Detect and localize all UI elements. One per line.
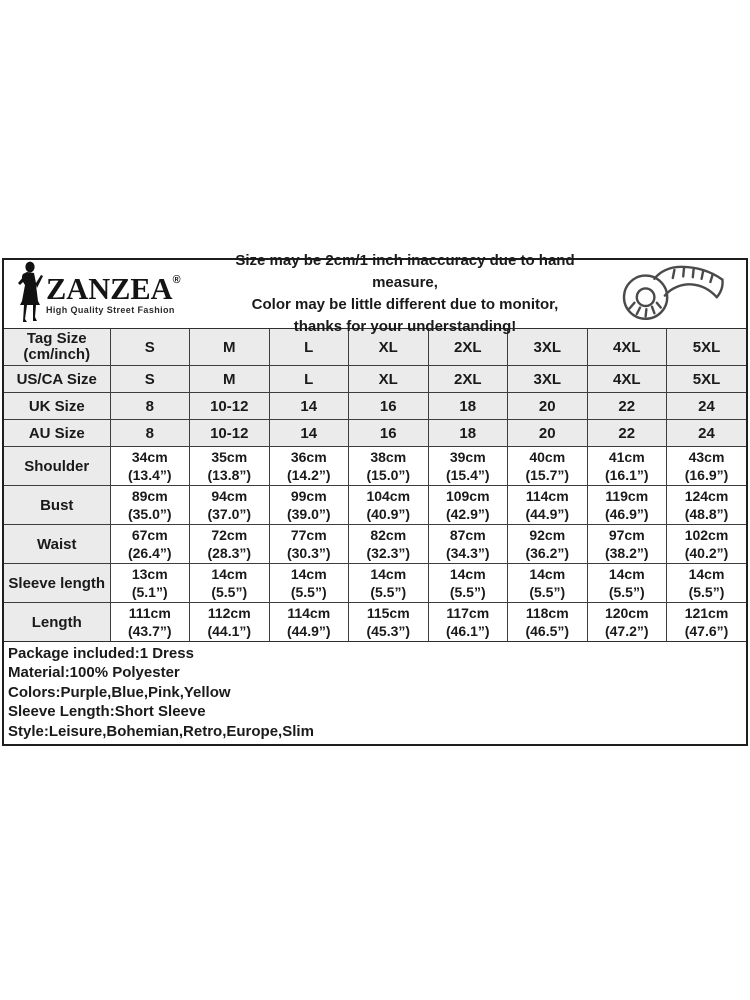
measure-cell: 35cm (13.8”) <box>190 447 270 486</box>
size-value-cell: 8 <box>110 420 190 447</box>
measure-cell: 36cm (14.2”) <box>269 447 349 486</box>
measure-cell: 38cm (15.0”) <box>349 447 429 486</box>
size-value-cell: L <box>269 329 349 366</box>
measure-cell: 119cm (46.9”) <box>587 486 667 525</box>
measure-cell: 89cm (35.0”) <box>110 486 190 525</box>
measure-cell: 118cm (46.5”) <box>508 603 588 642</box>
table-row-waist <box>4 525 746 564</box>
measure-cell: 14cm (5.5”) <box>349 564 429 603</box>
measure-cell: 34cm (13.4”) <box>110 447 190 486</box>
size-value-cell: 4XL <box>587 366 667 393</box>
registered-mark: ® <box>172 273 181 286</box>
measure-cell: 67cm (26.4”) <box>110 525 190 564</box>
size-value-cell: 10-12 <box>190 393 270 420</box>
row-label-waist: Waist <box>4 525 110 564</box>
table-row-bust <box>4 486 746 525</box>
row-label-uk-size: UK Size <box>4 393 110 420</box>
measure-cell: 97cm (38.2”) <box>587 525 667 564</box>
size-value-cell: 24 <box>667 420 747 447</box>
measure-cell: 114cm (44.9”) <box>269 603 349 642</box>
row-label-bust: Bust <box>4 486 110 525</box>
measure-cell: 99cm (39.0”) <box>269 486 349 525</box>
size-value-cell: 18 <box>428 393 508 420</box>
measure-cell: 13cm (5.1”) <box>110 564 190 603</box>
measure-cell: 14cm (5.5”) <box>269 564 349 603</box>
size-value-cell: S <box>110 366 190 393</box>
measure-cell: 14cm (5.5”) <box>190 564 270 603</box>
measure-cell: 14cm (5.5”) <box>428 564 508 603</box>
table-row-length <box>4 603 746 642</box>
measure-cell: 40cm (15.7”) <box>508 447 588 486</box>
size-value-cell: 24 <box>667 393 747 420</box>
measure-cell: 114cm (44.9”) <box>508 486 588 525</box>
measuring-tape-icon <box>608 262 736 326</box>
size-value-cell: 2XL <box>428 329 508 366</box>
size-value-cell: 5XL <box>667 366 747 393</box>
table-row-sleeve-length <box>4 564 746 603</box>
measure-cell: 72cm (28.3”) <box>190 525 270 564</box>
info-package: Package included:1 Dress <box>8 645 194 662</box>
measure-cell: 109cm (42.9”) <box>428 486 508 525</box>
size-value-cell: 3XL <box>508 366 588 393</box>
size-value-cell: 14 <box>269 393 349 420</box>
tag-size-label-line2: (cm/inch) <box>23 346 91 363</box>
measure-cell: 121cm (47.6”) <box>667 603 747 642</box>
table-row-shoulder <box>4 447 746 486</box>
brand-tagline: High Quality Street Fashion <box>46 304 175 315</box>
size-value-cell: 16 <box>349 393 429 420</box>
brand-name: ZANZEA® <box>46 270 181 306</box>
measure-cell: 82cm (32.3”) <box>349 525 429 564</box>
size-value-cell: 10-12 <box>190 420 270 447</box>
size-value-cell: M <box>190 366 270 393</box>
woman-silhouette-icon <box>14 261 44 328</box>
size-value-cell: 22 <box>587 393 667 420</box>
info-style: Style:Leisure,Bohemian,Retro,Europe,Slim <box>8 722 314 740</box>
disclaimer-line-2: Color may be little different due to monitor, <box>251 296 559 313</box>
measure-cell: 43cm (16.9”) <box>667 447 747 486</box>
size-value-cell: S <box>110 329 190 366</box>
info-colors: Colors:Purple,Blue,Pink,Yellow <box>8 683 231 701</box>
measure-cell: 111cm (43.7”) <box>110 603 190 642</box>
tag-size-label-line1: Tag Size <box>26 330 87 347</box>
measure-cell: 77cm (30.3”) <box>269 525 349 564</box>
size-disclaimer <box>202 250 608 338</box>
measure-cell: 102cm (40.2”) <box>667 525 747 564</box>
measure-cell: 14cm (5.5”) <box>508 564 588 603</box>
brand-text <box>46 270 183 315</box>
size-value-cell: M <box>190 329 270 366</box>
header-band <box>4 252 746 335</box>
measure-cell: 94cm (37.0”) <box>190 486 270 525</box>
size-value-cell: 3XL <box>508 329 588 366</box>
size-chart-panel <box>2 252 748 746</box>
size-value-cell: XL <box>349 366 429 393</box>
size-value-cell: 8 <box>110 393 190 420</box>
measure-cell: 87cm (34.3”) <box>428 525 508 564</box>
table-row-au-size <box>4 420 746 447</box>
size-value-cell: 18 <box>428 420 508 447</box>
size-value-cell: 20 <box>508 393 588 420</box>
row-label-sleeve-length: Sleeve length <box>4 564 110 603</box>
measure-cell: 112cm (44.1”) <box>190 603 270 642</box>
disclaimer-line-1: Size may be 2cm/1 inch inaccuracy due to hand measure, <box>235 252 575 291</box>
row-label-shoulder: Shoulder <box>4 447 110 486</box>
size-table <box>4 329 746 641</box>
size-value-cell: L <box>269 366 349 393</box>
row-label-au-size: AU Size <box>4 420 110 447</box>
measure-cell: 124cm (48.8”) <box>667 486 747 525</box>
size-value-cell: 4XL <box>587 329 667 366</box>
measure-cell: 39cm (15.4”) <box>428 447 508 486</box>
brand-logo <box>14 261 202 328</box>
table-row-uk-size <box>4 393 746 420</box>
size-value-cell: 22 <box>587 420 667 447</box>
measure-cell: 120cm (47.2”) <box>587 603 667 642</box>
product-info-block <box>4 641 746 744</box>
disclaimer-line-3: thanks for your understanding! <box>293 318 517 335</box>
measure-cell: 14cm (5.5”) <box>667 564 747 603</box>
measure-cell: 115cm (45.3”) <box>349 603 429 642</box>
row-label-usca-size: US/CA Size <box>4 366 110 393</box>
measure-cell: 117cm (46.1”) <box>428 603 508 642</box>
row-label-tag-size <box>4 329 110 366</box>
info-material: Material:100% Polyester <box>8 664 180 682</box>
size-value-cell: 5XL <box>667 329 747 366</box>
table-row-usca-size <box>4 366 746 393</box>
measure-cell: 41cm (16.1”) <box>587 447 667 486</box>
measure-cell: 104cm (40.9”) <box>349 486 429 525</box>
size-value-cell: 20 <box>508 420 588 447</box>
measure-cell: 92cm (36.2”) <box>508 525 588 564</box>
size-value-cell: 2XL <box>428 366 508 393</box>
size-value-cell: 16 <box>349 420 429 447</box>
size-value-cell: XL <box>349 329 429 366</box>
info-sleeve-length: Sleeve Length:Short Sleeve <box>8 703 206 721</box>
row-label-length: Length <box>4 603 110 642</box>
measure-cell: 14cm (5.5”) <box>587 564 667 603</box>
size-value-cell: 14 <box>269 420 349 447</box>
